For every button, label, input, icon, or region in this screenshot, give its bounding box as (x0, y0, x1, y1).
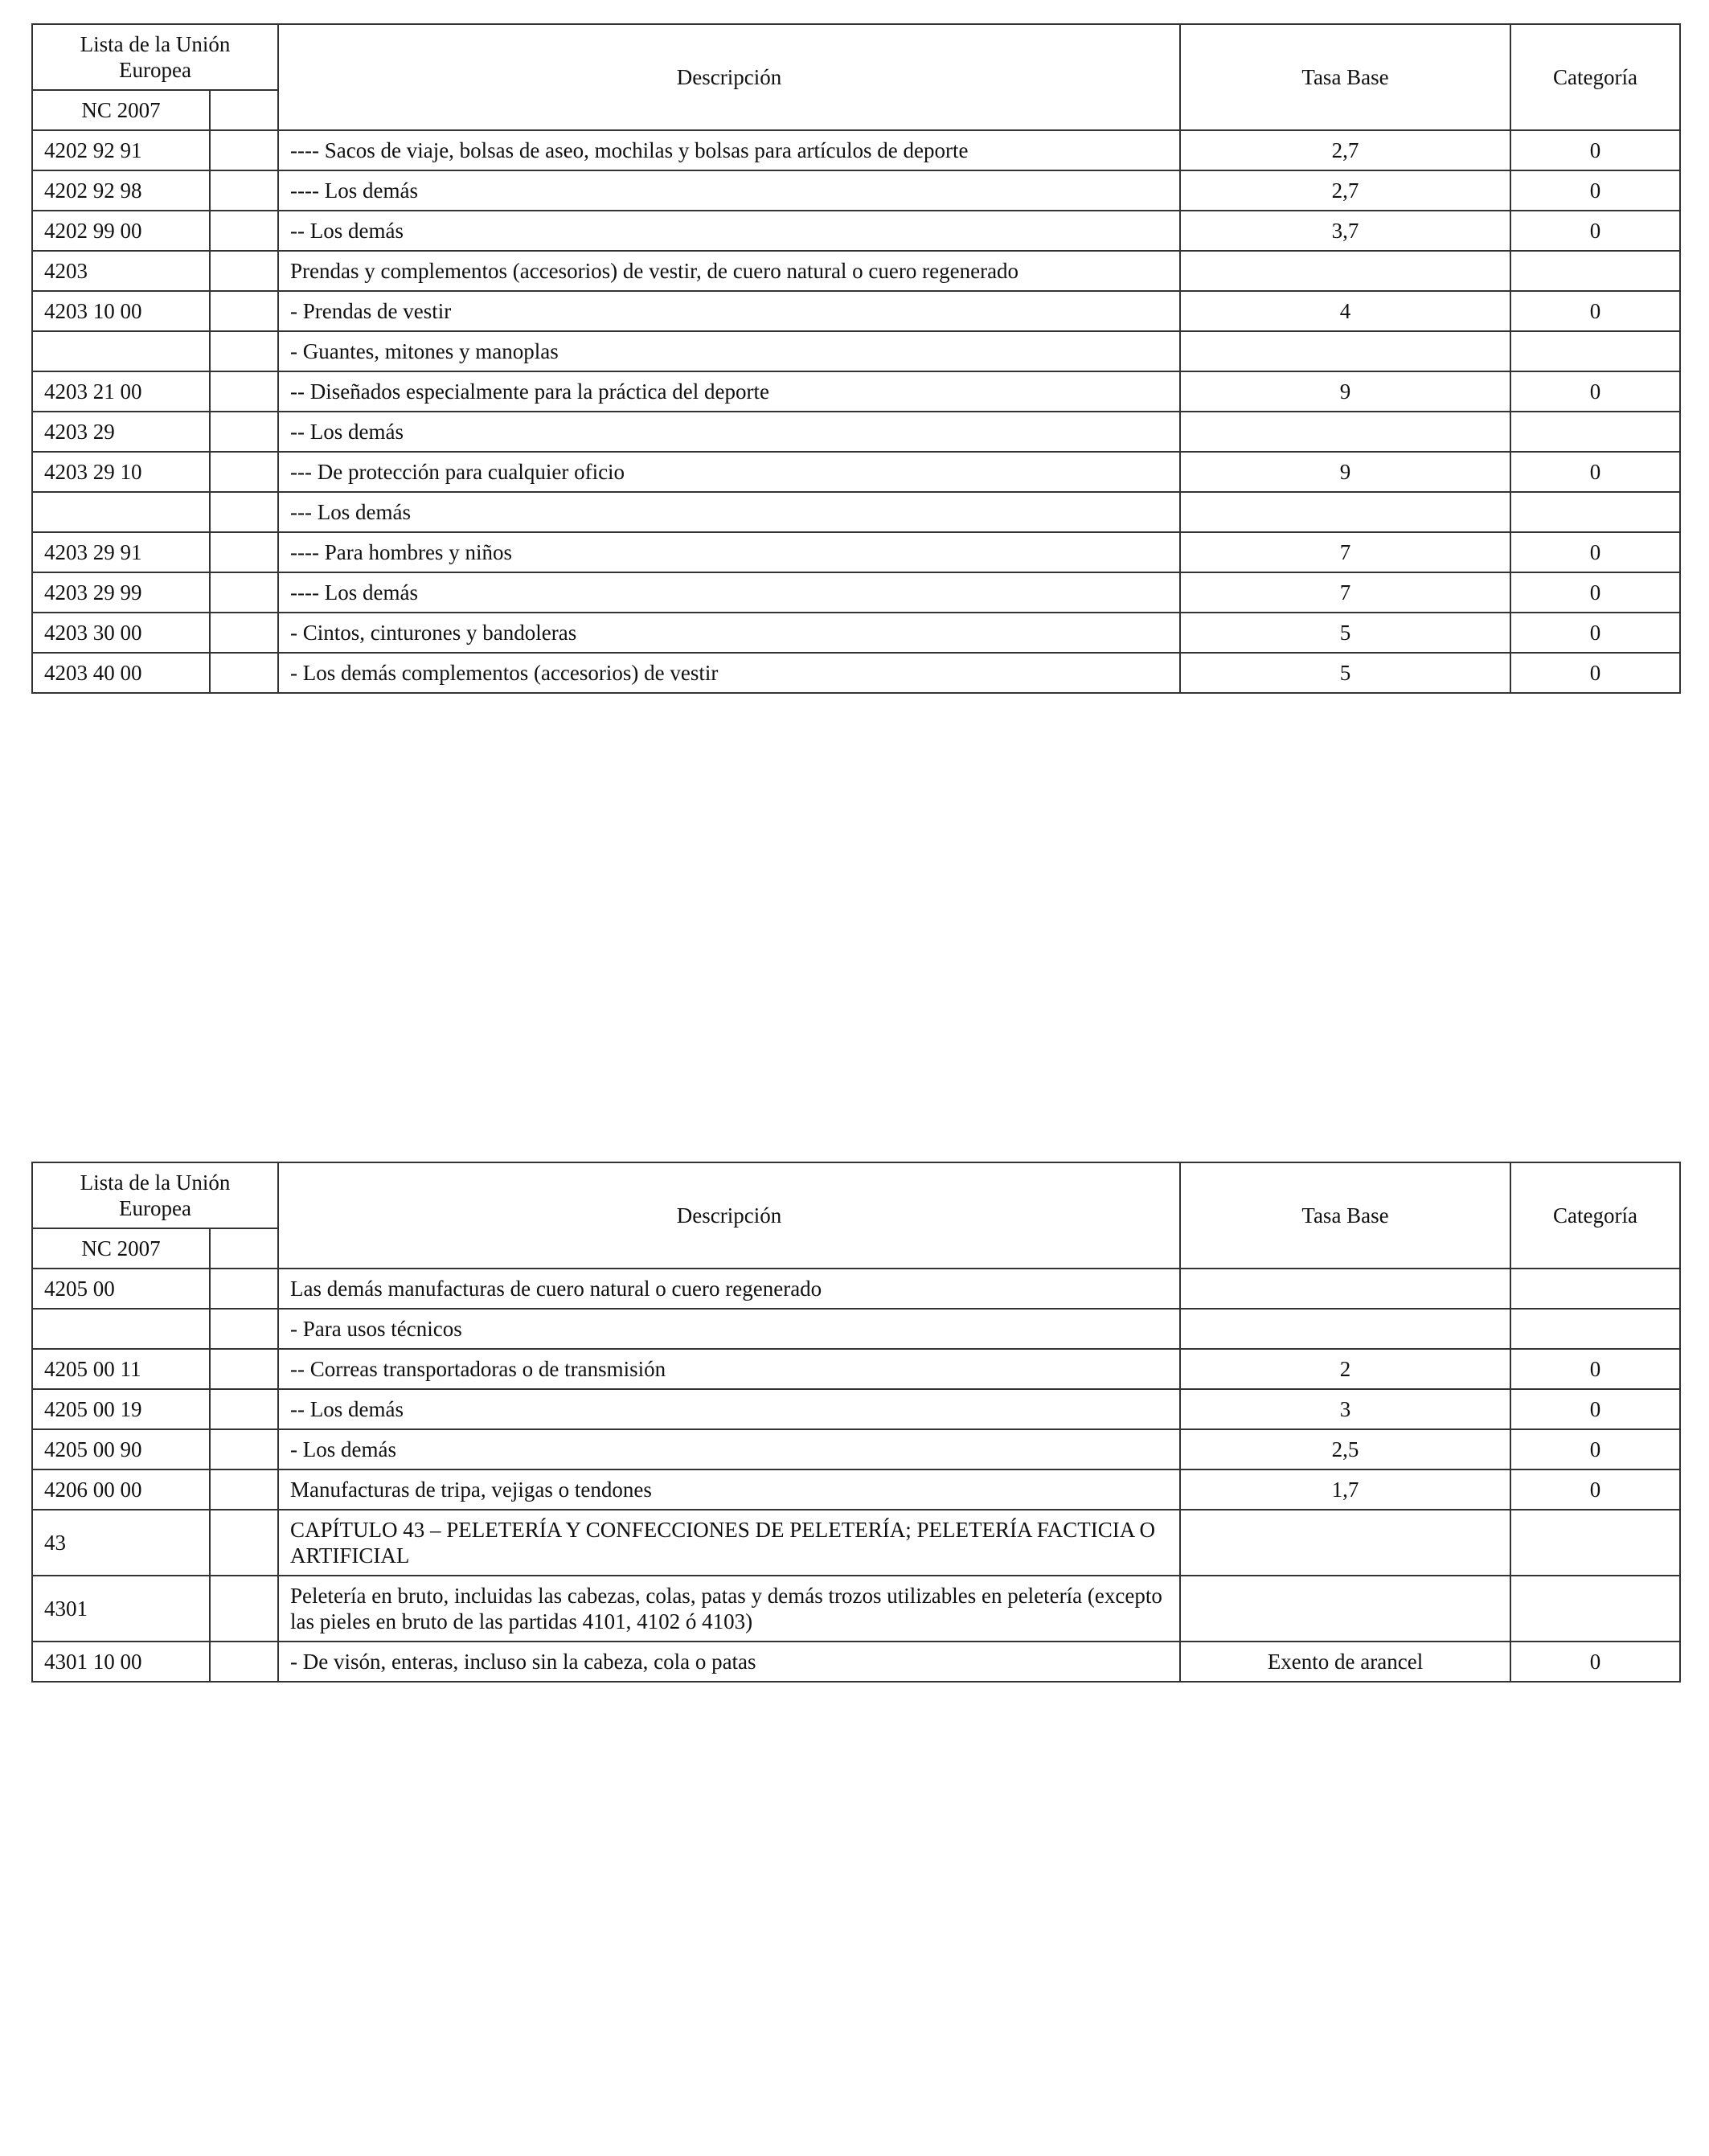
base-rate-header: Tasa Base (1180, 24, 1510, 130)
blank-cell (210, 412, 278, 452)
nc-code-cell (32, 492, 210, 532)
nc-code-cell: 4205 00 90 (32, 1429, 210, 1469)
category-cell: 0 (1510, 532, 1680, 572)
blank-cell (210, 492, 278, 532)
base-rate-cell: 5 (1180, 613, 1510, 653)
nc-code-cell: 4203 10 00 (32, 291, 210, 331)
base-rate-cell (1180, 1510, 1510, 1576)
nc-code-cell: 4301 (32, 1576, 210, 1642)
header-row (32, 24, 1680, 90)
blank-cell (210, 1269, 278, 1309)
base-rate-cell: 2,7 (1180, 130, 1510, 170)
description-cell: --- Los demás (278, 492, 1180, 532)
category-cell: 0 (1510, 130, 1680, 170)
base-rate-cell (1180, 412, 1510, 452)
description-cell: --- De protección para cualquier oficio (278, 452, 1180, 492)
blank-cell (210, 1510, 278, 1576)
blank-cell (210, 291, 278, 331)
table-row (32, 1576, 1680, 1642)
description-cell: -- Los demás (278, 211, 1180, 251)
category-cell (1510, 331, 1680, 371)
category-cell: 0 (1510, 1429, 1680, 1469)
list-title-header: Lista de la Unión Europea (32, 24, 278, 90)
nc-code-cell: 4203 29 10 (32, 452, 210, 492)
base-rate-cell: 9 (1180, 452, 1510, 492)
nc-2007-header: NC 2007 (32, 90, 210, 130)
category-cell: 0 (1510, 1642, 1680, 1682)
category-cell: 0 (1510, 613, 1680, 653)
base-rate-cell: 9 (1180, 371, 1510, 412)
base-rate-cell (1180, 1576, 1510, 1642)
table-row (32, 1349, 1680, 1389)
description-cell: - Los demás complementos (accesorios) de vestir (278, 653, 1180, 693)
table-row (32, 251, 1680, 291)
nc-code-cell: 4203 29 99 (32, 572, 210, 613)
table-row (32, 1309, 1680, 1349)
table-row (32, 331, 1680, 371)
description-cell: Peletería en bruto, incluidas las cabezas, colas, patas y demás trozos utilizables en peletería (excepto las pieles en bruto de las partidas 4101, 4102 ó 4103) (278, 1576, 1180, 1642)
base-rate-cell: 1,7 (1180, 1469, 1510, 1510)
table-2-body (32, 1162, 1680, 1682)
nc-code-cell: 4203 40 00 (32, 653, 210, 693)
base-rate-cell: 5 (1180, 653, 1510, 693)
description-header: Descripción (278, 1162, 1180, 1269)
blank-cell (210, 653, 278, 693)
category-cell: 0 (1510, 170, 1680, 211)
base-rate-cell: 3 (1180, 1389, 1510, 1429)
base-rate-cell: Exento de arancel (1180, 1642, 1510, 1682)
category-cell (1510, 1269, 1680, 1309)
blank-cell (210, 371, 278, 412)
nc-code-cell: 4205 00 11 (32, 1349, 210, 1389)
category-cell: 0 (1510, 1389, 1680, 1429)
base-rate-cell: 7 (1180, 572, 1510, 613)
category-cell (1510, 412, 1680, 452)
empty-header-cell (210, 90, 278, 130)
description-cell: - Cintos, cinturones y bandoleras (278, 613, 1180, 653)
blank-cell (210, 613, 278, 653)
description-cell: - Prendas de vestir (278, 291, 1180, 331)
blank-cell (210, 251, 278, 291)
blank-cell (210, 1389, 278, 1429)
base-rate-cell: 2 (1180, 1349, 1510, 1389)
blank-cell (210, 452, 278, 492)
table-row (32, 1429, 1680, 1469)
description-cell: CAPÍTULO 43 – PELETERÍA Y CONFECCIONES DE PELETERÍA; PELETERÍA FACTICIA O ARTIFICIAL (278, 1510, 1180, 1576)
category-cell (1510, 251, 1680, 291)
table-1-body (32, 24, 1680, 693)
table-row (32, 532, 1680, 572)
table-row (32, 1269, 1680, 1309)
tariff-table-1 (31, 23, 1681, 694)
category-header: Categoría (1510, 1162, 1680, 1269)
category-cell: 0 (1510, 653, 1680, 693)
nc-code-cell: 4202 92 91 (32, 130, 210, 170)
base-rate-cell: 7 (1180, 532, 1510, 572)
base-rate-cell: 4 (1180, 291, 1510, 331)
description-cell: ---- Los demás (278, 572, 1180, 613)
header-row (32, 1162, 1680, 1228)
nc-code-cell: 4202 92 98 (32, 170, 210, 211)
description-cell: Las demás manufacturas de cuero natural o cuero regenerado (278, 1269, 1180, 1309)
nc-code-cell: 4205 00 (32, 1269, 210, 1309)
table-row (32, 130, 1680, 170)
list-title-header: Lista de la Unión Europea (32, 1162, 278, 1228)
description-cell: -- Correas transportadoras o de transmisión (278, 1349, 1180, 1389)
category-cell: 0 (1510, 291, 1680, 331)
nc-code-cell: 4202 99 00 (32, 211, 210, 251)
table-row (32, 291, 1680, 331)
blank-cell (210, 211, 278, 251)
nc-code-cell: 4206 00 00 (32, 1469, 210, 1510)
base-rate-cell (1180, 1269, 1510, 1309)
description-cell: ---- Para hombres y niños (278, 532, 1180, 572)
base-rate-cell (1180, 1309, 1510, 1349)
category-cell (1510, 1510, 1680, 1576)
nc-code-cell: 4301 10 00 (32, 1642, 210, 1682)
base-rate-cell: 3,7 (1180, 211, 1510, 251)
category-cell (1510, 1576, 1680, 1642)
category-cell: 0 (1510, 1469, 1680, 1510)
blank-cell (210, 532, 278, 572)
nc-code-cell: 4205 00 19 (32, 1389, 210, 1429)
table-row (32, 1642, 1680, 1682)
blank-cell (210, 1576, 278, 1642)
blank-cell (210, 331, 278, 371)
table-row (32, 211, 1680, 251)
description-cell: Manufacturas de tripa, vejigas o tendones (278, 1469, 1180, 1510)
description-cell: -- Los demás (278, 412, 1180, 452)
description-cell: - Los demás (278, 1429, 1180, 1469)
category-cell: 0 (1510, 1349, 1680, 1389)
table-row (32, 1510, 1680, 1576)
nc-code-cell: 4203 30 00 (32, 613, 210, 653)
base-rate-cell: 2,7 (1180, 170, 1510, 211)
nc-code-cell: 4203 21 00 (32, 371, 210, 412)
nc-code-cell: 4203 (32, 251, 210, 291)
category-header: Categoría (1510, 24, 1680, 130)
empty-header-cell (210, 1228, 278, 1269)
table-row (32, 572, 1680, 613)
blank-cell (210, 130, 278, 170)
base-rate-cell (1180, 492, 1510, 532)
table-row (32, 492, 1680, 532)
nc-code-cell (32, 1309, 210, 1349)
blank-cell (210, 1309, 278, 1349)
category-cell: 0 (1510, 211, 1680, 251)
description-header: Descripción (278, 24, 1180, 130)
description-cell: - Guantes, mitones y manoplas (278, 331, 1180, 371)
nc-code-cell: 43 (32, 1510, 210, 1576)
category-cell: 0 (1510, 572, 1680, 613)
blank-cell (210, 170, 278, 211)
nc-code-cell: 4203 29 (32, 412, 210, 452)
description-cell: -- Diseñados especialmente para la práctica del deporte (278, 371, 1180, 412)
description-cell: Prendas y complementos (accesorios) de vestir, de cuero natural o cuero regenerado (278, 251, 1180, 291)
table-row (32, 452, 1680, 492)
category-cell: 0 (1510, 452, 1680, 492)
description-cell: ---- Sacos de viaje, bolsas de aseo, mochilas y bolsas para artículos de deporte (278, 130, 1180, 170)
category-cell (1510, 492, 1680, 532)
blank-cell (210, 1642, 278, 1682)
base-rate-cell (1180, 331, 1510, 371)
blank-cell (210, 1349, 278, 1389)
base-rate-header: Tasa Base (1180, 1162, 1510, 1269)
blank-cell (210, 572, 278, 613)
table-row (32, 1469, 1680, 1510)
table-row (32, 371, 1680, 412)
description-cell: -- Los demás (278, 1389, 1180, 1429)
nc-code-cell (32, 331, 210, 371)
tariff-table-2 (31, 1162, 1681, 1683)
nc-2007-header: NC 2007 (32, 1228, 210, 1269)
nc-code-cell: 4203 29 91 (32, 532, 210, 572)
description-cell: - Para usos técnicos (278, 1309, 1180, 1349)
category-cell (1510, 1309, 1680, 1349)
table-row (32, 1389, 1680, 1429)
base-rate-cell (1180, 251, 1510, 291)
blank-cell (210, 1469, 278, 1510)
base-rate-cell: 2,5 (1180, 1429, 1510, 1469)
description-cell: - De visón, enteras, incluso sin la cabeza, cola o patas (278, 1642, 1180, 1682)
table-row (32, 170, 1680, 211)
table-row (32, 412, 1680, 452)
blank-cell (210, 1429, 278, 1469)
table-row (32, 613, 1680, 653)
description-cell: ---- Los demás (278, 170, 1180, 211)
table-row (32, 653, 1680, 693)
category-cell: 0 (1510, 371, 1680, 412)
